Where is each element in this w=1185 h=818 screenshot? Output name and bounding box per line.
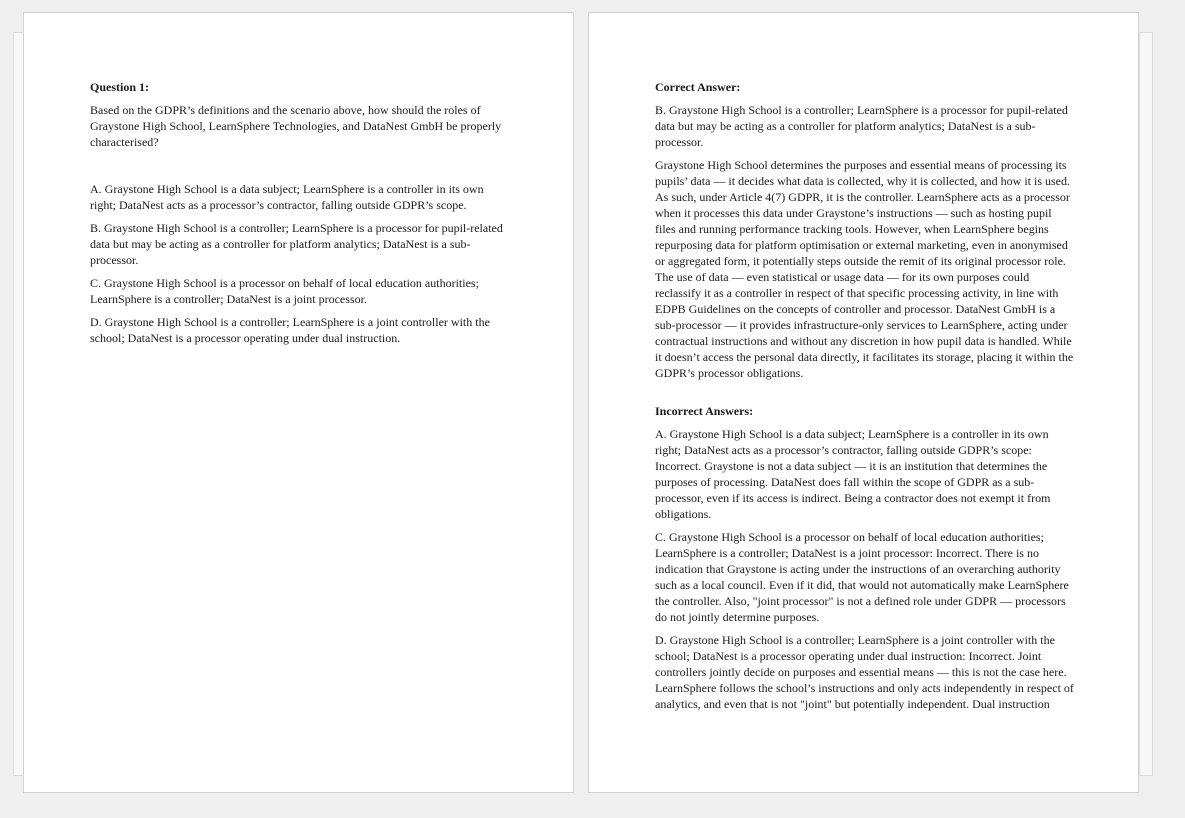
incorrect-answers-heading: Incorrect Answers:: [655, 404, 754, 418]
spacer: [90, 157, 510, 181]
correct-answer-text: B. Graystone High School is a controller; LearnSphere is a processor for pupil-related data but may be acting as a controller for platform analytics; DataNest is a sub-processor.: [655, 103, 1068, 149]
spacer: [655, 388, 1075, 403]
page-content-left: [90, 79, 510, 353]
answer-option-a: A. Graystone High School is a data subject; LearnSphere is a controller in its own right; DataNest acts as a processor’s contractor, falling outside GDPR’s scope.: [90, 182, 484, 212]
incorrect-answer-d: D. Graystone High School is a controller; LearnSphere is a joint controller with the school; DataNest is a processor operating under dual instruction: Incorrect. Joint controllers jointly decide on purposes and essential means — this is not the case here. LearnSphere follows the school’s instructions and only acts independently in respect of analytics, and even that is not "joint" but potentially independent. Dual instruction: [655, 633, 1074, 711]
answer-option-d: D. Graystone High School is a controller; LearnSphere is a joint controller with the school; DataNest is a processor operating under dual instruction.: [90, 315, 490, 345]
question-heading: Question 1:: [90, 80, 150, 94]
question-text: Based on the GDPR’s definitions and the scenario above, how should the roles of Graystone High School, LearnSphere Technologies, and DataNest GmbH be properly characterised?: [90, 103, 502, 149]
document-page-right: [588, 12, 1139, 793]
incorrect-answer-c: C. Graystone High School is a processor on behalf of local education authorities; LearnSphere is a controller; DataNest is a joint processor: Incorrect. There is no indication that Graystone is acting under the instructions of an overarching authority such as a local council. Even if it did, that would not automatically make LearnSphere the controller. Also, "joint processor" is not a defined role under GDPR — processors do not jointly determine purposes.: [655, 530, 1069, 624]
correct-answer-heading: Correct Answer:: [655, 80, 741, 94]
explanation-text: Graystone High School determines the purposes and essential means of processing its pupils’ data — it decides what data is collected, why it is collected, and how it is used. As such, under Article 4(7) GDPR, it is the controller. LearnSphere acts as a processor when it processes this data under Graystone’s instructions — such as hosting pupil files and running performance tracking tools. However, when LearnSphere begins repurposing data for platform optimisation or external marketing, even in anonymised or aggregated form, it potentially steps outside the remit of its original processor role. The use of data — even statistical or usage data — for its own purposes could reclassify it as a controller in respect of that specific processing activity, in line with EDPB Guidelines on the concepts of controller and processor. DataNest GmbH is a sub-processor — it provides infrastructure-only services to LearnSphere, acting under contractual instructions and without any discretion in how pupil data is handled. While it doesn’t access the personal data directly, it facilitates its storage, placing it within the GDPR’s processor obligations.: [655, 158, 1074, 380]
document-page-left: [23, 12, 574, 793]
page-content-right: [655, 79, 1075, 719]
answer-option-c: C. Graystone High School is a processor on behalf of local education authorities; LearnSphere is a controller; DataNest is a joint processor.: [90, 276, 479, 306]
page-shadow-right: [1139, 32, 1153, 776]
answer-option-b: B. Graystone High School is a controller; LearnSphere is a processor for pupil-related data but may be acting as a controller for platform analytics; DataNest is a sub-processor.: [90, 221, 503, 267]
incorrect-answer-a: A. Graystone High School is a data subject; LearnSphere is a controller in its own right; DataNest acts as a processor’s contractor, falling outside GDPR’s scope: Incorrect. Graystone is not a data subject — it is an institution that determines the purposes of processing. DataNest does fall within the scope of GDPR as a sub-processor, even if its access is indirect. Being a contractor does not exempt it from obligations.: [655, 427, 1051, 521]
